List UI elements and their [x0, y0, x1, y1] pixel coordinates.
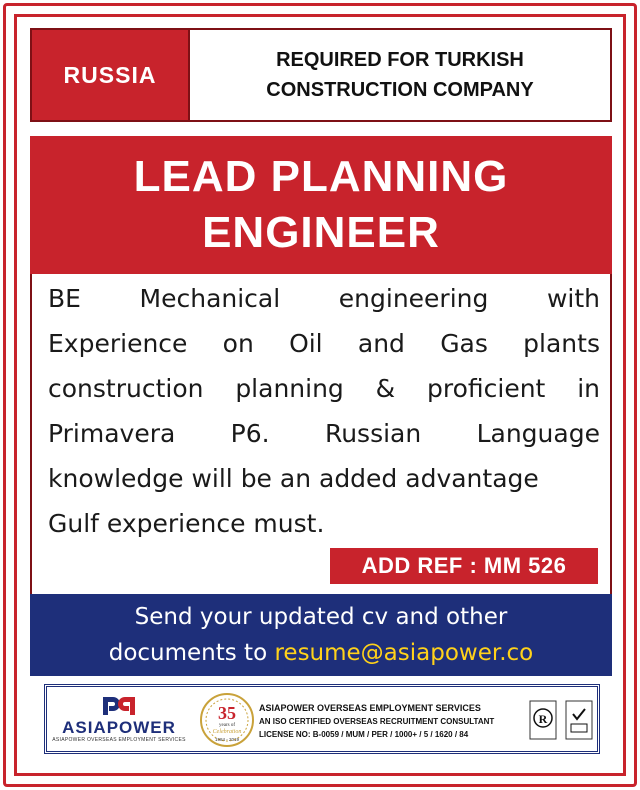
- description-line-5: knowledge will be an added advantage: [48, 464, 539, 493]
- country-label: RUSSIA: [63, 61, 157, 88]
- reference-code: ADD REF : MM 526: [361, 553, 567, 578]
- job-title-line-1: LEAD PLANNING: [133, 152, 509, 201]
- description-word: on: [222, 329, 254, 358]
- certification-marks: [525, 691, 597, 749]
- apply-instructions: [30, 594, 612, 676]
- description-word: Primavera: [48, 419, 176, 448]
- anniversary-text: years of: [219, 723, 235, 728]
- logo-tagline: ASIAPOWER OVERSEAS EMPLOYMENT SERVICES: [52, 737, 186, 743]
- description-word: and: [357, 329, 405, 358]
- description-word: Russian: [324, 419, 422, 448]
- requirement-header: [190, 28, 612, 122]
- apply-prefix: documents to: [108, 640, 275, 666]
- description-word: &: [375, 374, 396, 403]
- description-word: Oil: [289, 329, 323, 358]
- registered-mark-icon: [529, 700, 557, 740]
- anniversary-badge: [197, 691, 257, 749]
- company-info: [259, 693, 521, 749]
- svg-text:R: R: [538, 712, 548, 726]
- anniversary-number: 35: [218, 703, 236, 723]
- description-word: Language: [476, 419, 600, 448]
- description-word: P6.: [230, 419, 270, 448]
- description-word: Gas: [440, 329, 488, 358]
- description-word: with: [546, 284, 600, 313]
- reference-badge: [330, 548, 598, 584]
- description-line-3: [48, 374, 600, 403]
- anniversary-sub: Celebration: [212, 729, 242, 735]
- logo-wordmark: ASIAPOWER: [62, 718, 176, 737]
- description-word: Experience: [48, 329, 188, 358]
- description-word: Mechanical: [139, 284, 281, 313]
- description-word: construction: [48, 374, 204, 403]
- job-title-line-2: ENGINEER: [202, 208, 440, 257]
- description-word: planning: [235, 374, 344, 403]
- ukas-certification-icon: [565, 700, 593, 740]
- company-license: LICENSE NO: B-0059 / MUM / PER / 1000+ / 5 / 1620 / 84: [259, 729, 469, 739]
- email-link[interactable]: resume@asiapower.co: [274, 640, 534, 666]
- apply-line-2: [109, 635, 534, 671]
- company-logo: [53, 691, 185, 749]
- job-title-banner: [30, 136, 612, 274]
- requirement-line-2: CONSTRUCTION COMPANY: [266, 79, 534, 101]
- requirement-line-1: REQUIRED FOR TURKISH: [276, 49, 524, 71]
- company-name: ASIAPOWER OVERSEAS EMPLOYMENT SERVICES: [259, 702, 481, 713]
- description-line-2: [48, 329, 600, 358]
- description-word: engineering: [338, 284, 489, 313]
- description-line-6: Gulf experience must.: [48, 509, 325, 538]
- apply-line-1: Send your updated cv and other: [134, 604, 508, 630]
- country-badge: [30, 28, 190, 122]
- description-line-4: [48, 419, 600, 448]
- company-certification: AN ISO CERTIFIED OVERSEAS RECRUITMENT CONSULTANT: [259, 716, 495, 726]
- asiapower-logo-icon: [99, 691, 139, 719]
- description-line-1: [48, 284, 600, 313]
- job-description: [30, 274, 612, 594]
- description-word: plants: [523, 329, 600, 358]
- description-word: proficient: [426, 374, 546, 403]
- anniversary-seal-icon: [197, 691, 257, 749]
- description-word: in: [577, 374, 600, 403]
- description-word: BE: [48, 284, 81, 313]
- anniversary-years: 1984 - 2019: [214, 737, 240, 742]
- company-footer: [44, 684, 600, 754]
